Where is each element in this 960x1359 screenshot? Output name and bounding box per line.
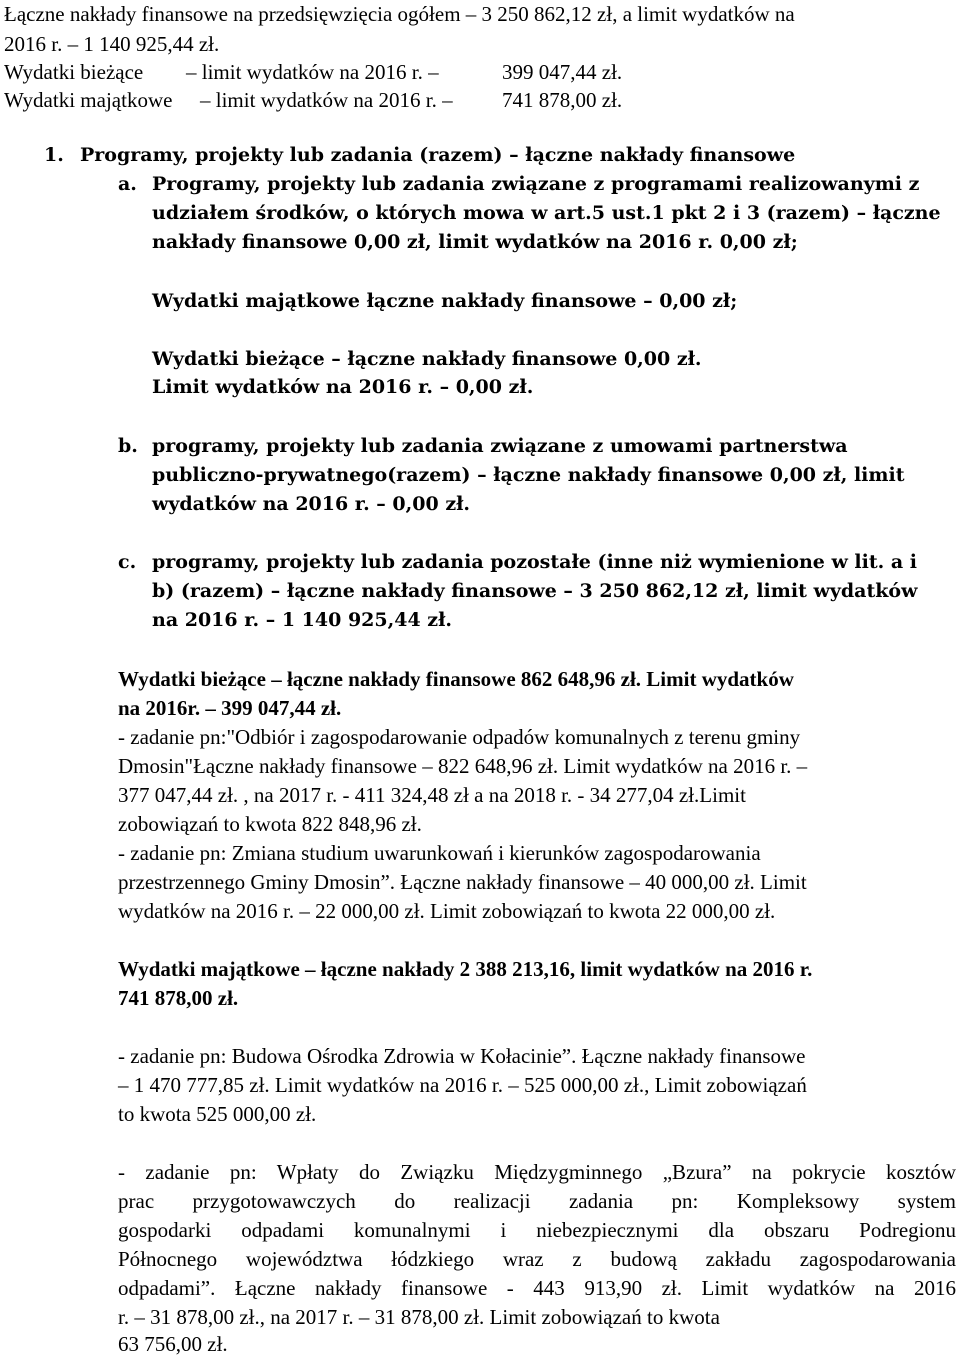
current-expenses-heading-2: na 2016r. – 399 047,44 zł. — [118, 696, 342, 720]
section-1-number: 1. — [44, 144, 64, 166]
current-expenses-limit-text: – limit wydatków na 2016 r. – — [186, 60, 439, 84]
task-bzura-line-5: odpadami”. Łączne nakłady finansowe - 443 913,90 zł. Limit wydatków na 2016 — [118, 1276, 956, 1300]
item-c-line-2: b) (razem) – łączne nakłady finansowe – 3 250 862,12 zł, limit wydatków — [152, 580, 918, 602]
current-expenses-label: Wydatki bieżące — [4, 60, 144, 84]
capital-expenses-heading-1: Wydatki majątkowe – łączne nakłady 2 388 213,16, limit wydatków na 2016 r. — [118, 957, 813, 981]
item-a-limit: Limit wydatków na 2016 r. – 0,00 zł. — [152, 376, 534, 398]
task-bzura-line-3: gospodarki odpadami komunalnymi i niebezpiecznymi dla obszaru Podregionu — [118, 1218, 956, 1242]
task-waste-line-4: zobowiązań to kwota 822 848,96 zł. — [118, 812, 422, 836]
current-expenses-limit-value: 399 047,44 zł. — [502, 60, 623, 84]
section-1-title: Programy, projekty lub zadania (razem) – łączne nakłady finansowe — [80, 144, 796, 166]
item-a-line-1: Programy, projekty lub zadania związane z programami realizowanymi z — [152, 173, 920, 195]
header-line-1: Łączne nakłady finansowe na przedsięwzięcia ogółem – 3 250 862,12 zł, a limit wydatków na — [4, 2, 795, 26]
task-waste-line-1: - zadanie pn:"Odbiór i zagospodarowanie odpadów komunalnych z terenu gminy — [118, 725, 801, 749]
task-waste-line-2: Dmosin"Łączne nakłady finansowe – 822 648,96 zł. Limit wydatków na 2016 r. – — [118, 754, 808, 778]
capital-expenses-limit-text: – limit wydatków na 2016 r. – — [200, 88, 453, 112]
item-b-letter: b. — [118, 435, 138, 457]
task-study-line-3: wydatków na 2016 r. – 22 000,00 zł. Limit zobowiązań to kwota 22 000,00 zł. — [118, 899, 776, 923]
task-bzura-line-1: - zadanie pn: Wpłaty do Związku Międzygminnego „Bzura” na pokrycie kosztów — [118, 1160, 956, 1184]
task-bzura-line-7: 63 756,00 zł. — [118, 1332, 228, 1356]
task-health-center-line-2: – 1 470 777,85 zł. Limit wydatków na 2016 r. – 525 000,00 zł., Limit zobowiązań — [118, 1073, 807, 1097]
task-bzura-line-2: prac przygotowawczych do realizacji zadania pn: Kompleksowy system — [118, 1189, 956, 1213]
task-study-line-2: przestrzennego Gminy Dmosin”. Łączne nakłady finansowe – 40 000,00 zł. Limit — [118, 870, 807, 894]
item-a-line-2: udziałem środków, o których mowa w art.5 ust.1 pkt 2 i 3 (razem) – łączne — [152, 202, 941, 224]
item-a-capital-expenses: Wydatki majątkowe łączne nakłady finansowe – 0,00 zł; — [152, 290, 738, 312]
item-a-letter: a. — [118, 173, 137, 195]
item-a-current-expenses: Wydatki bieżące – łączne nakłady finansowe 0,00 zł. — [152, 348, 702, 370]
capital-expenses-heading-2: 741 878,00 zł. — [118, 986, 239, 1010]
current-expenses-heading-1: Wydatki bieżące – łączne nakłady finansowe 862 648,96 zł. Limit wydatków — [118, 667, 794, 691]
task-waste-line-3: 377 047,44 zł. , na 2017 r. - 411 324,48 zł a na 2018 r. - 34 277,04 zł.Limit — [118, 783, 746, 807]
item-c-line-3: na 2016 r. – 1 140 925,44 zł. — [152, 609, 453, 631]
item-b-line-3: wydatków na 2016 r. – 0,00 zł. — [152, 493, 471, 515]
item-c-line-1: programy, projekty lub zadania pozostałe (inne niż wymienione w lit. a i — [152, 551, 918, 573]
task-bzura-line-6: r. – 31 878,00 zł., na 2017 r. – 31 878,00 zł. Limit zobowiązań to kwota — [118, 1305, 720, 1329]
item-b-line-2: publiczno-prywatnego(razem) – łączne nakłady finansowe 0,00 zł, limit — [152, 464, 905, 486]
capital-expenses-label: Wydatki majątkowe — [4, 88, 173, 112]
item-b-line-1: programy, projekty lub zadania związane z umowami partnerstwa — [152, 435, 848, 457]
item-c-letter: c. — [118, 551, 137, 573]
task-bzura-line-4: Północnego województwa łódzkiego wraz z budową zakładu zagospodarowania — [118, 1247, 956, 1271]
item-a-line-3: nakłady finansowe 0,00 zł, limit wydatków na 2016 r. 0,00 zł; — [152, 231, 798, 253]
header-line-2: 2016 r. – 1 140 925,44 zł. — [4, 32, 220, 56]
task-health-center-line-1: - zadanie pn: Budowa Ośrodka Zdrowia w Kołacinie”. Łączne nakłady finansowe — [118, 1044, 806, 1068]
capital-expenses-limit-value: 741 878,00 zł. — [502, 88, 623, 112]
task-health-center-line-3: to kwota 525 000,00 zł. — [118, 1102, 317, 1126]
task-study-line-1: - zadanie pn: Zmiana studium uwarunkowań i kierunków zagospodarowania — [118, 841, 761, 865]
